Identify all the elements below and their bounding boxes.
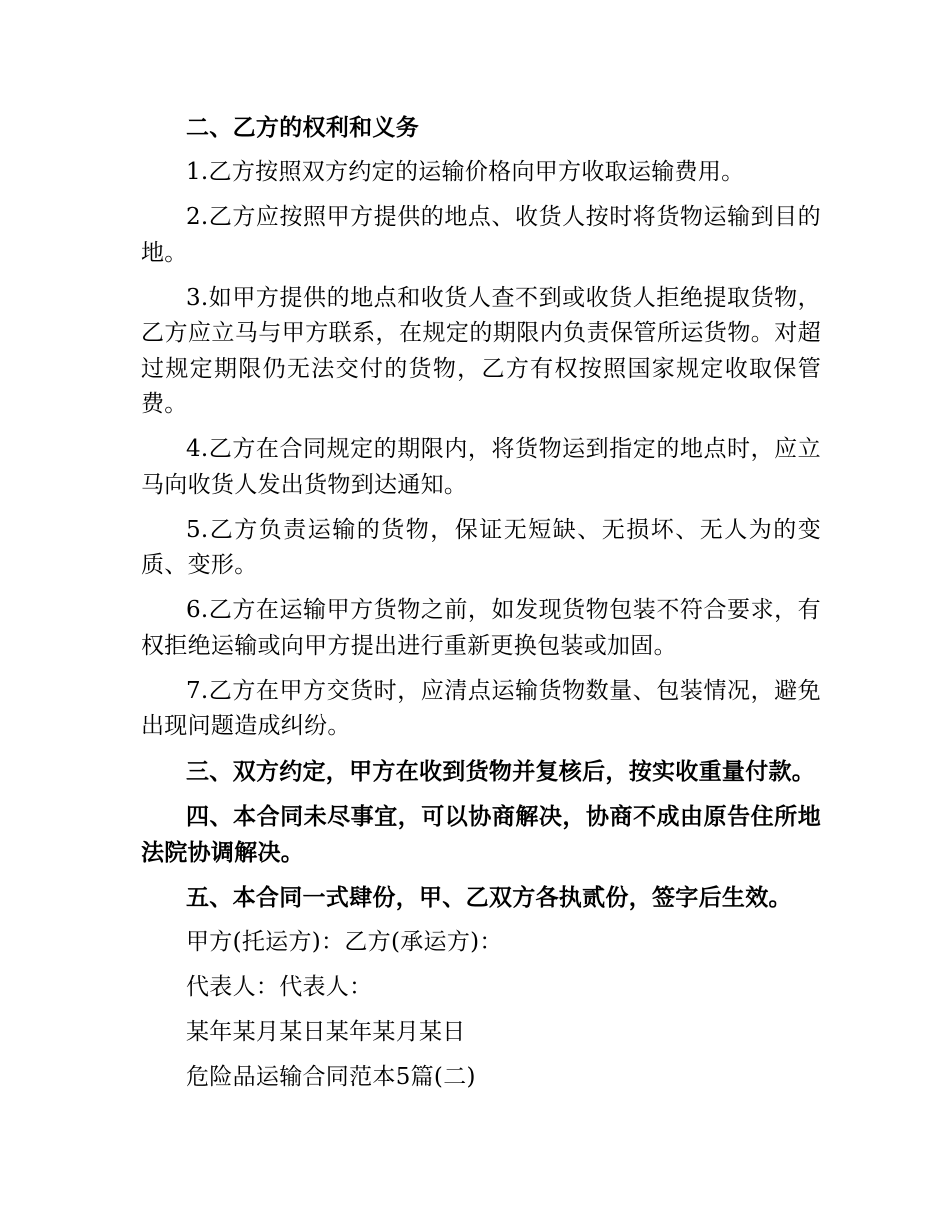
clause-1-freight-fee: 1.乙方按照双方约定的运输价格向甲方收取运输费用。	[186, 159, 745, 185]
document-body	[141, 110, 821, 1105]
section-4-disputes: 四、本合同未尽事宜，可以协商解决，协商不成由原告住所地法院协调解决。	[141, 803, 821, 866]
clause-5-cargo-integrity: 5.乙方负责运输的货物，保证无短缺、无损坏、无人为的变质、变形。	[141, 516, 821, 578]
clause-6-packaging: 6.乙方在运输甲方货物之前，如发现货物包装不符合要求，有权拒绝运输或向甲方提出进行重新更换包装或加固。	[141, 597, 821, 659]
section-5-copies: 五、本合同一式肆份，甲、乙双方各执贰份，签字后生效。	[186, 883, 792, 911]
section-heading-party-b-rights: 二、乙方的权利和义务	[186, 114, 419, 141]
signature-representatives-line: 代表人：代表人：	[186, 973, 373, 1000]
signature-dates-line: 某年某月某日某年某月某日	[186, 1018, 466, 1045]
clause-2-delivery: 2.乙方应按照甲方提供的地点、收货人按时将货物运输到目的地。	[141, 204, 821, 266]
clause-4-arrival-notice: 4.乙方在合同规定的期限内，将货物运到指定的地点时，应立马向收货人发出货物到达通知。	[141, 436, 821, 498]
clause-7-counting: 7.乙方在甲方交货时，应清点运输货物数量、包装情况，避免出现问题造成纠纷。	[141, 677, 821, 739]
section-3-payment: 三、双方约定，甲方在收到货物并复核后，按实收重量付款。	[186, 758, 816, 785]
clause-3-storage: 3.如甲方提供的地点和收货人查不到或收货人拒绝提取货物，乙方应立马与甲方联系，在规定的期限内负责保管所运货物。对超过规定期限仍无法交付的货物，乙方有权按照国家规定收取保管费。	[141, 284, 821, 417]
signature-parties-line: 甲方(托运方)：乙方(承运方)：	[186, 928, 503, 955]
next-document-title: 危险品运输合同范本5篇(二)	[186, 1063, 476, 1090]
